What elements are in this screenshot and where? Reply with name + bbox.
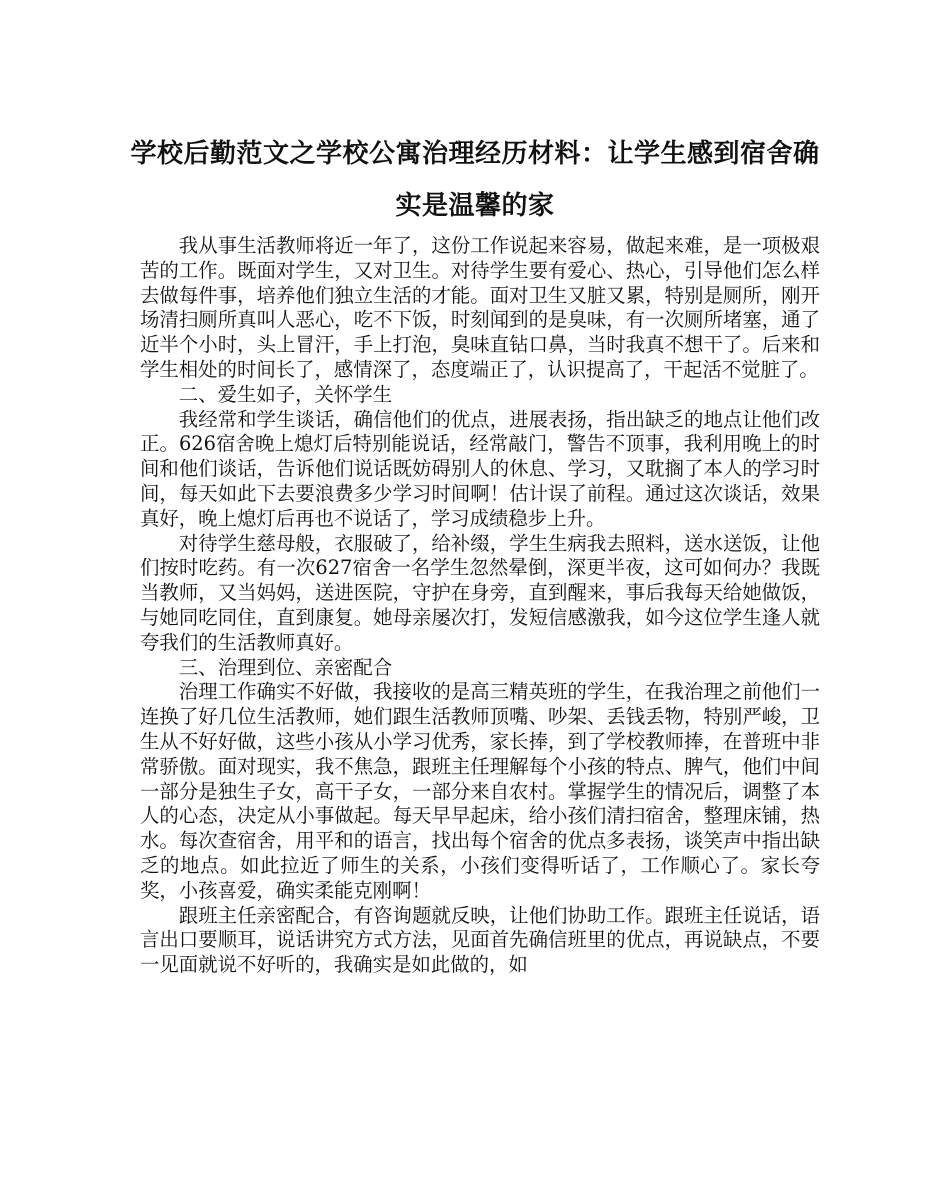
document-title: 学校后勤范文之学校公寓治理经历材料：让学生感到宿舍确实是温馨的家: [130, 139, 820, 221]
paragraph-care: 对待学生慈母般，衣服破了，给补缀，学生生病我去照料，送水送饭，让他们按时吃药。有一次627宿舍一名学生忽然晕倒，深更半夜，这可如何办？我既当教师，又当妈妈，送进医院，守护在身旁，直到醒来，事后我每天给她做饭，与她同吃同住，直到康复。她母亲屡次打，发短信感激我，如今这位学生逢人就夸我们的生活教师真好。: [140, 531, 820, 654]
paragraph-intro: 我从事生活教师将近一年了，这份工作说起来容易，做起来难，是一项极艰苦的工作。既面对学生，又对卫生。对待学生要有爱心、热心，引导他们怎么样去做每件事，培养他们独立生活的才能。面对卫生又脏又累，特别是厕所，刚开场清扫厕所真叫人恶心，吃不下饭，时刻闻到的是臭味，有一次厕所堵塞，通了近半个小时，头上冒汗，手上打泡，臭味直钻口鼻，当时我真不想干了。后来和学生相处的时间长了，感情深了，态度端正了，认识提高了，干起活不觉脏了。: [140, 234, 820, 381]
paragraph-talks: 我经常和学生谈话，确信他们的优点，进展表扬，指出缺乏的地点让他们改正。626宿舍晚上熄灯后特别能说话，经常敲门，警告不顶事，我利用晚上的时间和他们谈话，告诉他们说话既妨碍别人的休息、学习，又耽搁了本人的学习时间，每天如此下去要浪费多少学习时间啊！估计误了前程。通过这次谈话，效果真好，晚上熄灯后再也不说话了，学习成绩稳步上升。: [140, 407, 820, 530]
section-heading-2: 二、爱生如子，关怀学生: [178, 382, 393, 406]
section-heading-3: 三、治理到位、亲密配合: [178, 655, 393, 679]
paragraph-cooperation: 跟班主任亲密配合，有咨询题就反映，让他们协助工作。跟班主任说话，语言出口要顺耳，说话讲究方式方法，见面首先确信班里的优点，再说缺点，不要一见面就说不好听的，我确实是如此做的，如: [140, 903, 820, 977]
paragraph-management: 治理工作确实不好做，我接收的是高三精英班的学生，在我治理之前他们一连换了好几位生活教师，她们跟生活教师顶嘴、吵架、丢钱丢物，特别严峻，卫生从不好好做，这些小孩从小学习优秀，家长捧，到了学校教师捧，在普班中非常骄傲。面对现实，我不焦急，跟班主任理解每个小孩的特点、脾气，他们中间一部分是独生子女，高干子女，一部分来自农村。掌握学生的情况后，调整了本人的心态，决定从小事做起。每天早早起床，给小孩们清扫宿舍，整理床铺，热水。每次查宿舍，用平和的语言，找出每个宿舍的优点多表扬，谈笑声中指出缺乏的地点。如此拉近了师生的关系，小孩们变得听话了，工作顺心了。家长夸奖，小孩喜爱，确实柔能克刚啊！: [140, 680, 820, 902]
document-body: [140, 234, 820, 978]
